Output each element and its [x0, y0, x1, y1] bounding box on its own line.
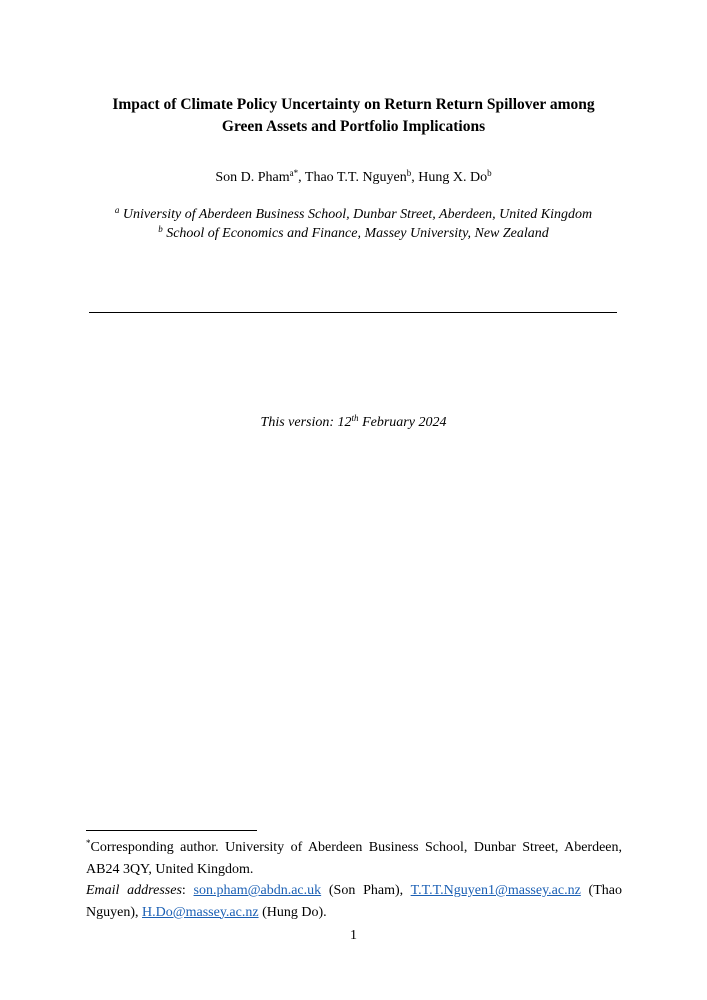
version-suffix: February 2024: [358, 415, 447, 430]
author-name: Hung X. Do: [418, 170, 488, 185]
email-link-hung-do[interactable]: H.Do@massey.ac.nz: [142, 904, 259, 920]
footnote: [86, 837, 622, 923]
author-list: [60, 168, 647, 188]
email-owner: (Thao Nguyen),: [86, 883, 622, 920]
corresponding-text: Corresponding author. University of Aberdeen Business School, Dunbar Street, Aberdeen, AB24 3QY, United Kingdom.: [86, 840, 622, 877]
affiliation-line: [60, 224, 647, 243]
affiliation-line: [60, 205, 647, 224]
title-divider: [89, 312, 617, 313]
author-separator: ,: [411, 170, 419, 185]
corresponding-note: [86, 837, 622, 880]
affiliation-list: [60, 205, 647, 243]
author-affiliation-mark: b: [406, 168, 412, 178]
version-prefix: This version: 12: [260, 415, 352, 430]
page-number: 1: [350, 928, 357, 943]
paper-title: [60, 94, 647, 138]
version-line: [60, 413, 647, 433]
email-owner: (Son Pham),: [321, 883, 411, 898]
email-colon: :: [181, 883, 194, 898]
author-affiliation-mark: b: [487, 168, 492, 178]
author-name: Son D. Pham: [215, 170, 290, 185]
affiliation-text: School of Economics and Finance, Massey University, New Zealand: [166, 226, 549, 241]
author-name: Thao T.T. Nguyen: [304, 170, 407, 185]
footnote-mark: *: [86, 838, 91, 848]
email-link-thao-nguyen[interactable]: T.T.T.Nguyen1@massey.ac.nz: [410, 883, 581, 898]
email-owner: (Hung Do).: [258, 904, 327, 920]
author-separator: ,: [298, 170, 305, 185]
author-affiliation-mark: a*: [289, 168, 299, 178]
affiliation-text: University of Aberdeen Business School, Dunbar Street, Aberdeen, United Kingdom: [122, 207, 593, 222]
title-line-2: Green Assets and Portfolio Implications: [221, 118, 486, 135]
email-note: [86, 880, 622, 923]
title-line-1: Impact of Climate Policy Uncertainty on Return Return Spillover among: [112, 96, 595, 113]
version-ordinal: th: [351, 413, 359, 423]
email-link-son-pham[interactable]: son.pham@abdn.ac.uk: [193, 883, 322, 898]
footnote-divider: [86, 830, 257, 831]
affiliation-mark: a: [114, 205, 120, 215]
email-label: Email addresses: [86, 883, 182, 898]
affiliation-mark: b: [158, 224, 163, 234]
